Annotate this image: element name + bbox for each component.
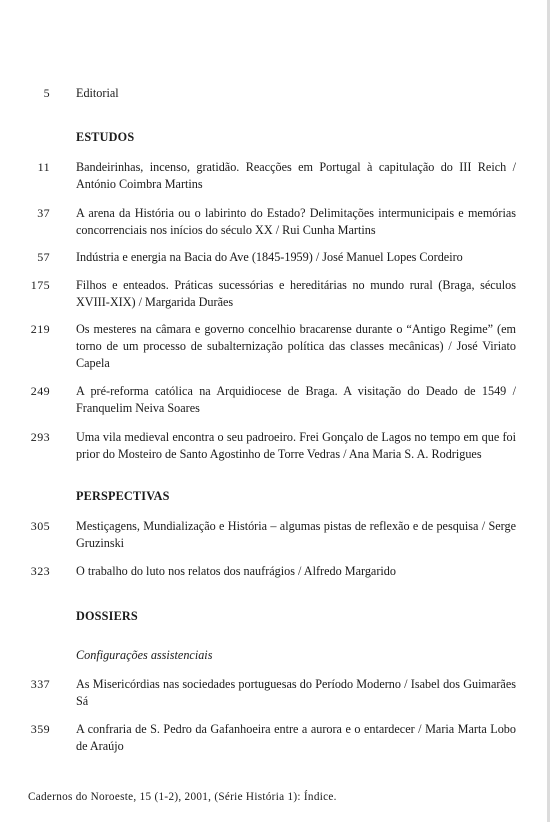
page-number: 293 — [30, 430, 50, 444]
page-number: 305 — [30, 519, 50, 533]
page-number: 249 — [30, 384, 50, 398]
entry-title: Os mesteres na câmara e governo concelhio bracarense durante o “Antigo Regime” (em torno de um processo de subalternização política das classes mecânicas) / José Viriato Capela — [76, 322, 516, 370]
page-number: 57 — [37, 250, 50, 264]
entry-title: As Misericórdias nas sociedades portuguesas do Período Moderno / Isabel dos Guimarães Sá — [76, 677, 516, 708]
entry-title: O trabalho do luto nos relatos dos naufrágios / Alfredo Margarido — [76, 564, 396, 578]
section-heading-estudos: ESTUDOS — [76, 130, 135, 144]
page-number: 359 — [30, 722, 50, 736]
entry-title: Filhos e enteados. Práticas sucessórias e hereditárias no mundo rural (Braga, séculos XVIII-XIX) / Margarida Durães — [76, 278, 516, 309]
page-number: 37 — [37, 206, 50, 220]
entry-title: Mestiçagens, Mundialização e História – algumas pistas de reflexão e de pesquisa / Serge Gruzinski — [76, 519, 516, 550]
entry-title: A arena da História ou o labirinto do Estado? Delimitações intermunicipais e memórias concorrenciais nos inícios do século XX / Rui Cunha Martins — [76, 206, 516, 237]
entry-title: A pré-reforma católica na Arquidiocese de Braga. A visitação do Deado de 1549 / Franquelim Neiva Soares — [76, 384, 516, 415]
entry-title: Editorial — [76, 86, 119, 100]
footer-citation: Cadernos do Noroeste, 15 (1-2), 2001, (Série História 1): Índice. — [28, 791, 337, 803]
section-heading-dossiers: DOSSIERS — [76, 609, 138, 623]
page-number: 11 — [37, 160, 50, 174]
entry-title: Indústria e energia na Bacia do Ave (1845-1959) / José Manuel Lopes Cordeiro — [76, 250, 463, 264]
page-number: 5 — [43, 86, 50, 100]
page-number: 219 — [30, 322, 50, 336]
page-number: 323 — [30, 564, 50, 578]
section-subheading: Configurações assistenciais — [76, 648, 213, 662]
entry-title: A confraria de S. Pedro da Gafanhoeira entre a aurora e o entardecer / Maria Marta Lobo de Araújo — [76, 722, 516, 753]
page-number: 337 — [30, 677, 50, 691]
entry-title: Bandeirinhas, incenso, gratidão. Reacções em Portugal à capitulação do III Reich / António Coimbra Martins — [76, 160, 516, 191]
entry-title: Uma vila medieval encontra o seu padroeiro. Frei Gonçalo de Lagos no tempo em que foi prior do Mosteiro de Santo Agostinho de Torre Vedras / Ana Maria S. A. Rodrigues — [76, 430, 516, 461]
section-heading-perspectivas: PERSPECTIVAS — [76, 489, 170, 503]
page-number: 175 — [30, 278, 50, 292]
